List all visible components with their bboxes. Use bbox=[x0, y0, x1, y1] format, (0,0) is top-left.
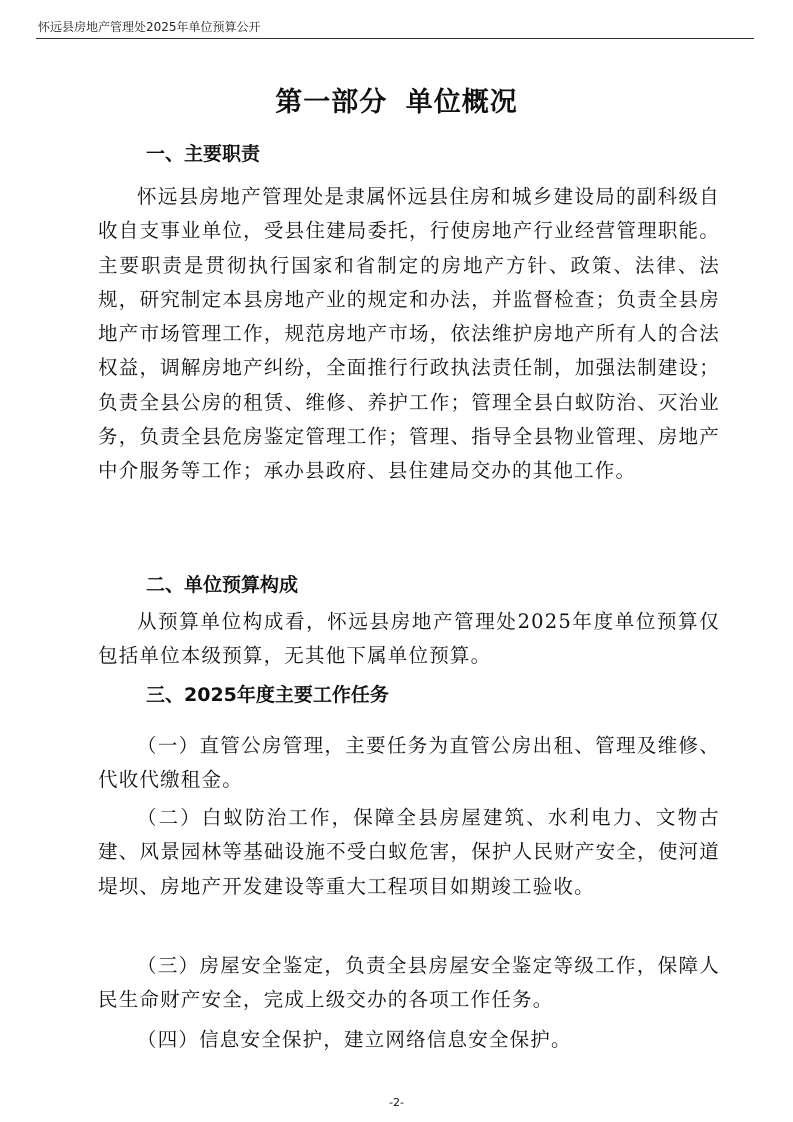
title-part: 第一部分 bbox=[275, 87, 388, 118]
page-title bbox=[0, 80, 793, 119]
page-header: 怀远县房地产管理处2025年单位预算公开 bbox=[38, 20, 261, 34]
task-item-4: （四）信息安全保护，建立网络信息安全保护。 bbox=[137, 1028, 572, 1051]
section-heading-duties: 一、主要职责 bbox=[146, 143, 261, 165]
task-item-1: （一）直管公房管理，主要任务为直管公房出租、管理及维修、代收代缴租金。 bbox=[98, 734, 720, 792]
header-divider bbox=[36, 38, 754, 39]
task-item-2: （二）白蚁防治工作，保障全县房屋建筑、水利电力、文物古建、风景园林等基础设施不受白蚁危害，保护人民财产安全，使河道堤坝、房地产开发建设等重大工程项目如期竣工验收。 bbox=[98, 806, 720, 898]
page-number: -2- bbox=[389, 1096, 404, 1109]
section-heading-budget-structure: 二、单位预算构成 bbox=[146, 574, 299, 596]
section-body-budget-structure: 从预算单位构成看，怀远县房地产管理处2025年度单位预算仅包括单位本级预算，无其他下属单位预算。 bbox=[98, 610, 720, 668]
title-name: 单位概况 bbox=[405, 87, 518, 118]
section-body-duties: 怀远县房地产管理处是隶属怀远县住房和城乡建设局的副科级自收自支事业单位，受县住建局委托，行使房地产行业经营管理职能。主要职责是贯彻执行国家和省制定的房地产方针、政策、法律、法规，研究制定本县房地产业的规定和办法，并监督检查；负责全县房地产市场管理工作，规范房地产市场，依法维护房地产所有人的合法权益，调解房地产纠纷，全面推行行政执法责任制，加强法制建设；负责全县公房的租赁、维修、养护工作；管理全县白蚁防治、灭治业务，负责全县危房鉴定管理工作；管理、指导全县物业管理、房地产中介服务等工作；承办县政府、县住建局交办的其他工作。 bbox=[98, 185, 720, 483]
section-heading-tasks: 三、2025年度主要工作任务 bbox=[146, 684, 389, 706]
task-item-3: （三）房屋安全鉴定，负责全县房屋安全鉴定等级工作，保障人民生命财产安全，完成上级交办的各项工作任务。 bbox=[98, 954, 720, 1012]
